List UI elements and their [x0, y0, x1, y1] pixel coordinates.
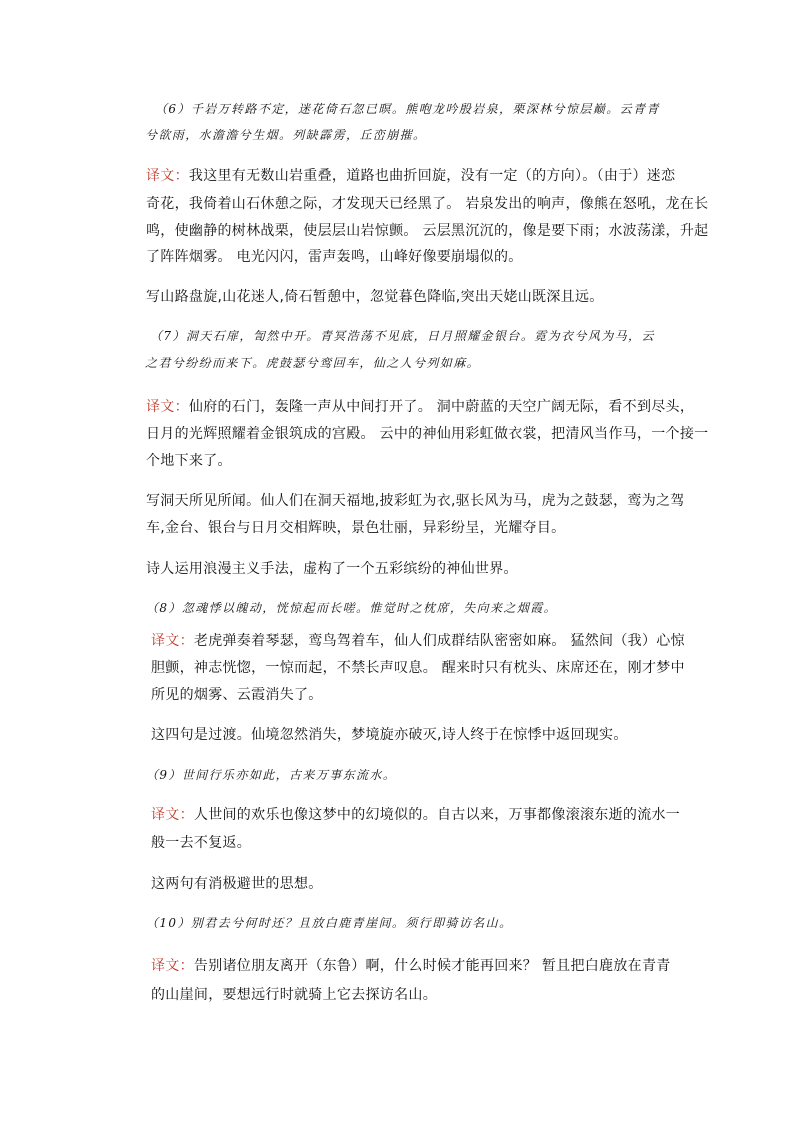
translation-line: 译文：告别诸位朋友离开（东鲁）啊，什么时候才能再回来？ 暂且把白鹿放在青青	[151, 958, 671, 974]
translation-label: 译文：	[151, 633, 194, 649]
translation-label: 译文：	[146, 168, 189, 184]
comment-line: 这两句有消极避世的思想。	[151, 876, 323, 892]
comment-line: 诗人运用浪漫主义手法，虚构了一个五彩缤纷的神仙世界。	[146, 561, 518, 577]
poem-line: 兮欲雨，水澹澹兮生烟。列缺霹雳，丘峦崩摧。	[145, 128, 427, 142]
poem-line: （6）千岩万转路不定，迷花倚石忽已暝。熊咆龙吟殷岩泉，栗深林兮惊层巅。云青青	[155, 102, 660, 116]
translation-line: 了阵阵烟雾。 电光闪闪，雷声轰鸣，山峰好像要崩塌似的。	[146, 249, 523, 265]
translation-line: 奇花，我倚着山石休憩之际，才发现天已经黑了。 岩泉发出的响声，像熊在怒吼，龙在长	[146, 196, 709, 212]
translation-label: 译文：	[151, 807, 194, 823]
poem-line: （10）别君去兮何时还？且放白鹿青崖间。须行即骑访名山。	[146, 916, 513, 930]
translation-line: 译文：人世间的欢乐也像这梦中的幻境似的。自古以来，万事都像滚滚东逝的流水一	[151, 807, 681, 823]
comment-line: 这四句是过渡。仙境忽然消失，梦境旋亦破灭,诗人终于在惊悸中返回现实。	[151, 727, 628, 743]
translation-line: 个地下来了。	[146, 453, 232, 469]
translation-line: 译文：我这里有无数山岩重叠，道路也曲折回旋，没有一定（的方向）。（由于）迷恋	[146, 168, 676, 184]
translation-line: 所见的烟雾、云霞消失了。	[151, 687, 323, 703]
translation-line: 胆颤，神志恍惚，一惊而起，不禁长声叹息。 醒来时只有枕头、床席还在，刚才梦中	[151, 660, 685, 676]
poem-line: （9）世间行乐亦如此，古来万事东流水。	[146, 768, 397, 782]
comment-line: 车,金台、银台与日月交相辉映，景色壮丽，异彩纷呈，光耀夺目。	[146, 520, 566, 536]
translation-label: 译文：	[146, 399, 189, 415]
comment-line: 写洞天所见所闻。仙人们在洞天福地,披彩虹为衣,驱长风为马，虎为之鼓瑟，鸾为之驾	[146, 493, 685, 509]
comment-line: 写山路盘旋,山花迷人,倚石暂憩中，忽觉暮色降临,突出天姥山既深且远。	[146, 289, 604, 305]
translation-line: 的山崖间，要想远行时就骑上它去探访名山。	[151, 987, 437, 1003]
translation-line: 鸣，使幽静的树林战栗，使层层山岩惊颤。 云层黑沉沉的，像是要下雨；水波荡漾，升起	[146, 223, 709, 239]
translation-line: 般一去不复返。	[151, 835, 252, 851]
translation-line: 译文：老虎弹奏着琴瑟，鸾鸟驾着车，仙人们成群结队密密如麻。 猛然间（我）心惊	[151, 633, 685, 649]
poem-line: （8）忽魂悸以魄动，恍惊起而长嗟。惟觉时之枕席，失向来之烟霞。	[146, 601, 558, 615]
translation-label: 译文：	[151, 958, 194, 974]
translation-line: 日月的光辉照耀着金银筑成的宫殿。 云中的神仙用彩虹做衣裳，把清风当作马，一个接一	[146, 426, 709, 442]
poem-line: （7）洞天石扉，訇然中开。青冥浩荡不见底，日月照耀金银台。霓为衣兮风为马，云	[150, 329, 655, 343]
translation-line: 译文：仙府的石门，轰隆一声从中间打开了。 洞中蔚蓝的天空广阔无际，看不到尽头，	[146, 399, 695, 415]
poem-line: 之君兮纷纷而来下。虎鼓瑟兮鸾回车，仙之人兮列如麻。	[145, 356, 481, 370]
